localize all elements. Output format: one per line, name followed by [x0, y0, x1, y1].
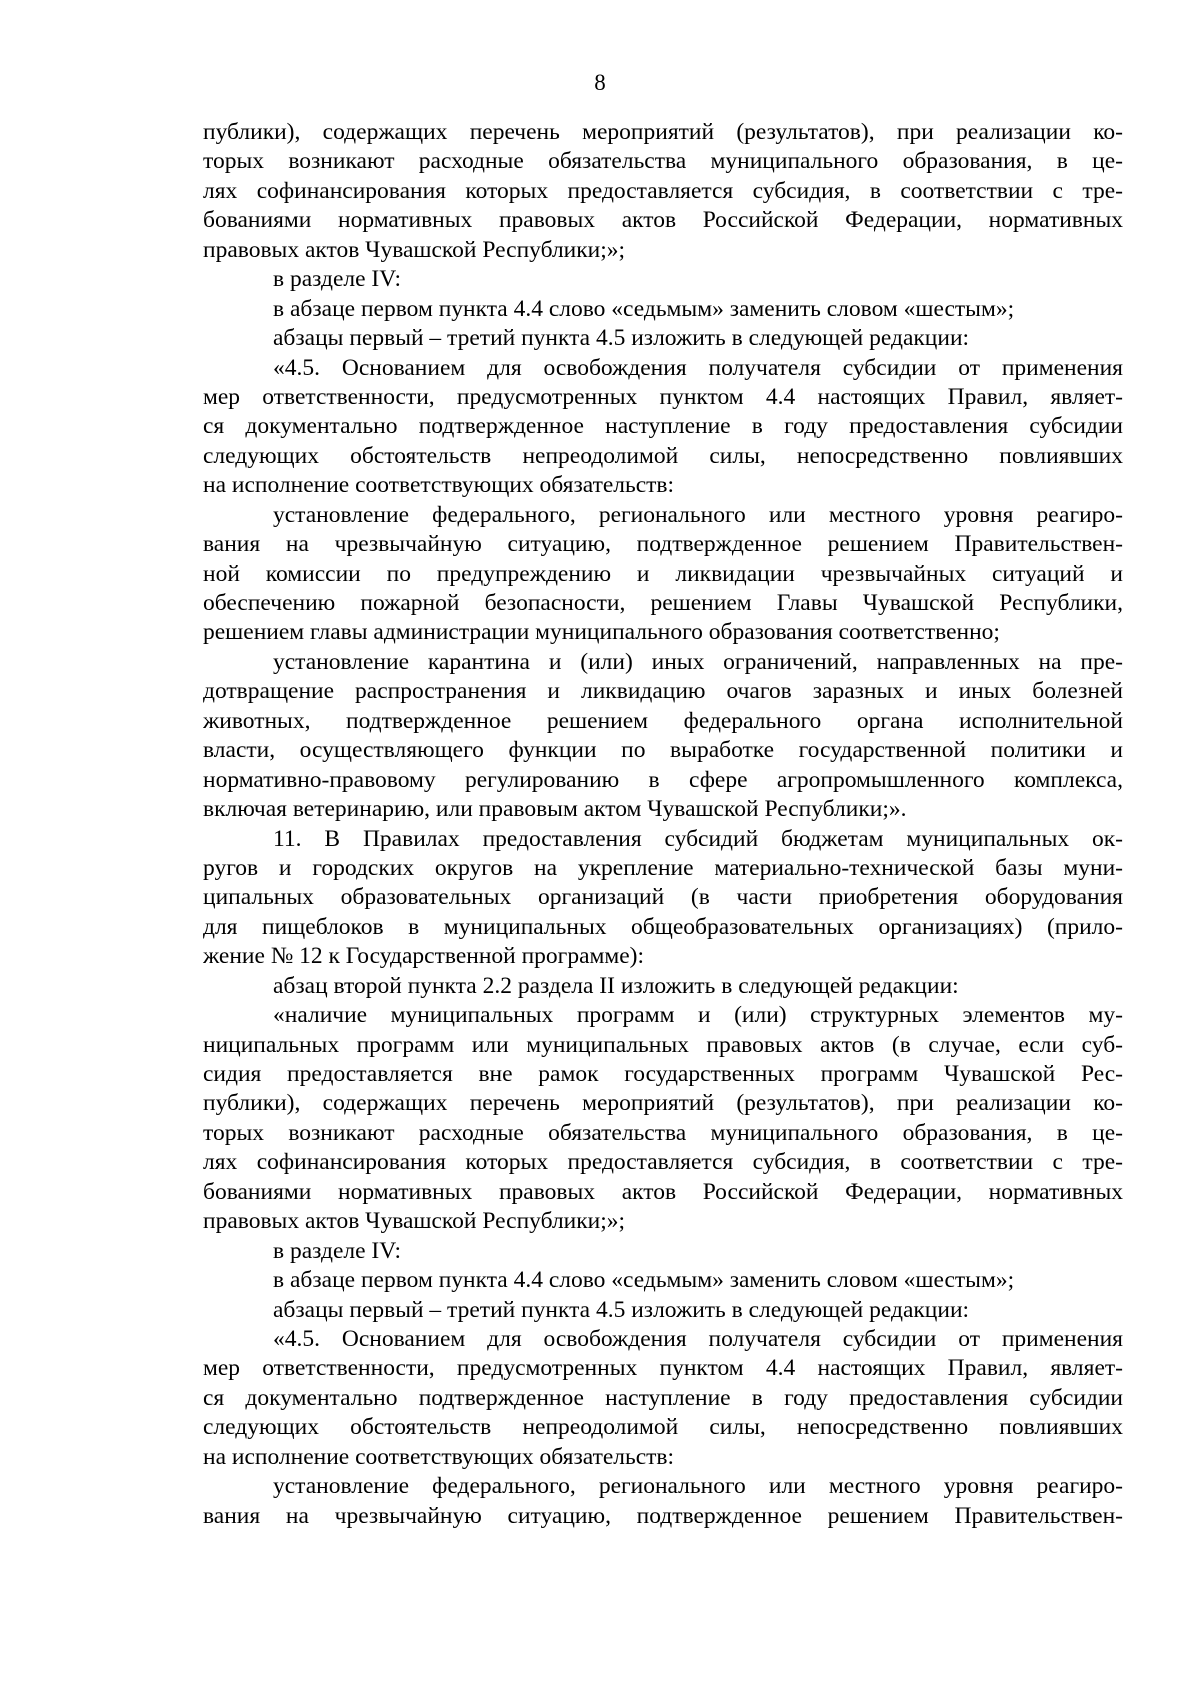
- text-line: установление федерального, регионального или местного уровня реагиро-: [273, 501, 1123, 528]
- text-line: 11. В Правилах предоставления субсидий бюджетам муниципальных ок-: [273, 825, 1123, 852]
- text-line: мер ответственности, предусмотренных пунктом 4.4 настоящих Правил, являет-: [203, 1355, 1123, 1382]
- text-line: следующих обстоятельств непреодолимой силы, непосредственно повлиявших: [203, 1414, 1123, 1441]
- text-line: установление карантина и (или) иных ограничений, направленных на пре-: [273, 648, 1123, 675]
- text-line: абзацы первый – третий пункта 4.5 изложить в следующей редакции:: [273, 1296, 970, 1323]
- text-line: включая ветеринарию, или правовым актом Чувашской Республики;».: [203, 796, 907, 823]
- text-line: дотвращение распространения и ликвидацию очагов заразных и иных болезней: [203, 678, 1123, 705]
- text-line: ся документально подтвержденное наступление в году предоставления субсидии: [203, 413, 1123, 440]
- text-line: в абзаце первом пункта 4.4 слово «седьмым» заменить словом «шестым»;: [273, 1267, 1015, 1294]
- text-line: «4.5. Основанием для освобождения получателя субсидии от применения: [273, 1325, 1123, 1352]
- document-body: [203, 118, 1123, 1531]
- text-line: публики), содержащих перечень мероприятий (результатов), при реализации ко-: [203, 1090, 1123, 1117]
- text-line: торых возникают расходные обязательства муниципального образования, в це-: [203, 1119, 1123, 1146]
- text-line: бованиями нормативных правовых актов Российской Федерации, нормативных: [203, 1178, 1123, 1205]
- text-line: установление федерального, регионального или местного уровня реагиро-: [273, 1473, 1123, 1500]
- text-line: «4.5. Основанием для освобождения получателя субсидии от применения: [273, 354, 1123, 381]
- text-line: «наличие муниципальных программ и (или) структурных элементов му-: [273, 1002, 1123, 1029]
- text-line: жение № 12 к Государственной программе):: [203, 943, 645, 970]
- text-line: публики), содержащих перечень мероприятий (результатов), при реализации ко-: [203, 119, 1123, 145]
- text-line: на исполнение соответствующих обязательств:: [203, 1443, 675, 1470]
- text-line: ниципальных программ или муниципальных правовых актов (в случае, если суб-: [203, 1031, 1123, 1058]
- text-line: ся документально подтвержденное наступление в году предоставления субсидии: [203, 1384, 1123, 1411]
- text-line: животных, подтвержденное решением федерального органа исполнительной: [203, 707, 1123, 734]
- text-line: для пищеблоков в муниципальных общеобразовательных организациях) (прило-: [203, 913, 1123, 940]
- text-line: ципальных образовательных организаций (в части приобретения оборудования: [203, 884, 1123, 911]
- text-line: следующих обстоятельств непреодолимой силы, непосредственно повлиявших: [203, 442, 1123, 469]
- text-line: вания на чрезвычайную ситуацию, подтвержденное решением Правительствен-: [203, 531, 1123, 558]
- text-line: в абзаце первом пункта 4.4 слово «седьмым» заменить словом «шестым»;: [273, 295, 1015, 322]
- page-number: 8: [594, 70, 606, 95]
- text-line: вания на чрезвычайную ситуацию, подтвержденное решением Правительствен-: [203, 1502, 1123, 1529]
- text-line: в разделе IV:: [273, 1237, 402, 1264]
- text-line: обеспечению пожарной безопасности, решением Главы Чувашской Республики,: [203, 590, 1123, 616]
- text-line: власти, осуществляющего функции по выработке государственной политики и: [203, 737, 1123, 764]
- text-line: бованиями нормативных правовых актов Российской Федерации, нормативных: [203, 207, 1123, 234]
- text-line: сидия предоставляется вне рамок государственных программ Чувашской Рес-: [203, 1061, 1123, 1087]
- text-line: лях софинансирования которых предоставляется субсидия, в соответствии с тре-: [203, 1149, 1123, 1176]
- text-line: нормативно-правовому регулированию в сфере агропромышленного комплекса,: [203, 766, 1123, 793]
- text-line: абзац второй пункта 2.2 раздела II изложить в следующей редакции:: [273, 972, 959, 999]
- text-line: ругов и городских округов на укрепление материально-технической базы муни-: [203, 854, 1123, 881]
- text-line: торых возникают расходные обязательства муниципального образования, в це-: [203, 148, 1123, 175]
- text-line: в разделе IV:: [273, 266, 402, 293]
- text-line: ной комиссии по предупреждению и ликвидации чрезвычайных ситуаций и: [203, 560, 1123, 587]
- text-line: абзацы первый – третий пункта 4.5 изложить в следующей редакции:: [273, 325, 970, 352]
- text-line: мер ответственности, предусмотренных пунктом 4.4 настоящих Правил, являет-: [203, 383, 1123, 410]
- text-line: решением главы администрации муниципального образования соответственно;: [203, 619, 1000, 646]
- text-line: на исполнение соответствующих обязательств:: [203, 472, 675, 499]
- text-line: правовых актов Чувашской Республики;»;: [203, 236, 626, 263]
- text-line: лях софинансирования которых предоставляется субсидия, в соответствии с тре-: [203, 177, 1123, 204]
- text-line: правовых актов Чувашской Республики;»;: [203, 1208, 626, 1235]
